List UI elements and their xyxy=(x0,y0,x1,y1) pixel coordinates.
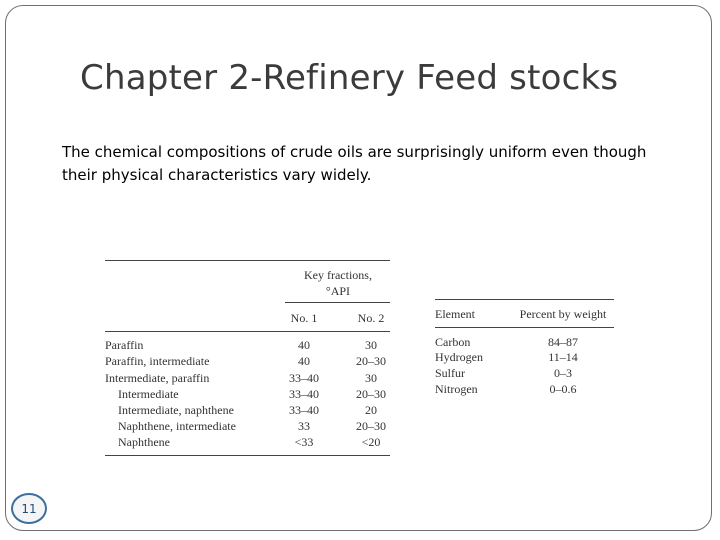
column-header-percent: Percent by weight xyxy=(519,307,607,321)
table-row-element: Sulfur xyxy=(435,366,465,380)
page-number-badge: 11 xyxy=(11,493,47,524)
table-cell-no1: 33–40 xyxy=(289,387,319,401)
table-cell-percent: 84–87 xyxy=(548,335,578,349)
table-row-label: Intermediate xyxy=(118,387,179,401)
table-cell-no2: 30 xyxy=(365,371,377,385)
table-row-label: Intermediate, naphthene xyxy=(118,403,234,417)
table-row-label: Intermediate, paraffin xyxy=(105,371,210,385)
body-line: their physical characteristics vary widely. xyxy=(62,166,372,184)
table-cell-no1: 33–40 xyxy=(289,403,319,417)
group-header: Key fractions, xyxy=(304,268,372,282)
table-cell-percent: 0–0.6 xyxy=(549,382,577,396)
table-cell-no2: 20–30 xyxy=(356,387,386,401)
table-row-element: Carbon xyxy=(435,335,471,349)
table-row-element: Hydrogen xyxy=(435,350,483,364)
table-row-label: Naphthene, intermediate xyxy=(118,419,236,433)
table-row-element: Nitrogen xyxy=(435,382,478,396)
table-cell-no2: 20–30 xyxy=(356,419,386,433)
table-cell-percent: 11–14 xyxy=(548,350,578,364)
column-header-element: Element xyxy=(435,307,475,321)
table-row-label: Paraffin, intermediate xyxy=(105,354,210,368)
group-header-unit: °API xyxy=(325,284,351,298)
table-cell-no1: 40 xyxy=(298,338,310,352)
table-cell-no1: 33–40 xyxy=(289,371,319,385)
table-row-label: Naphthene xyxy=(118,435,170,449)
body-paragraph xyxy=(62,141,662,187)
table-cell-no2: <20 xyxy=(361,435,381,449)
body-line: The chemical compositions of crude oils are surprisingly uniform even though xyxy=(62,143,647,161)
table-cell-no1: <33 xyxy=(294,435,314,449)
table-cell-no2: 20 xyxy=(365,403,377,417)
table-row-label: Paraffin xyxy=(105,338,144,352)
slide-title: Chapter 2-Refinery Feed stocks xyxy=(80,58,619,98)
column-header-no1: No. 1 xyxy=(290,311,318,325)
table-cell-no1: 33 xyxy=(298,419,310,433)
table-cell-no2: 30 xyxy=(365,338,377,352)
column-header-no2: No. 2 xyxy=(357,311,385,325)
table-cell-percent: 0–3 xyxy=(554,366,572,380)
table-cell-no2: 20–30 xyxy=(356,354,386,368)
table-cell-no1: 40 xyxy=(298,354,310,368)
